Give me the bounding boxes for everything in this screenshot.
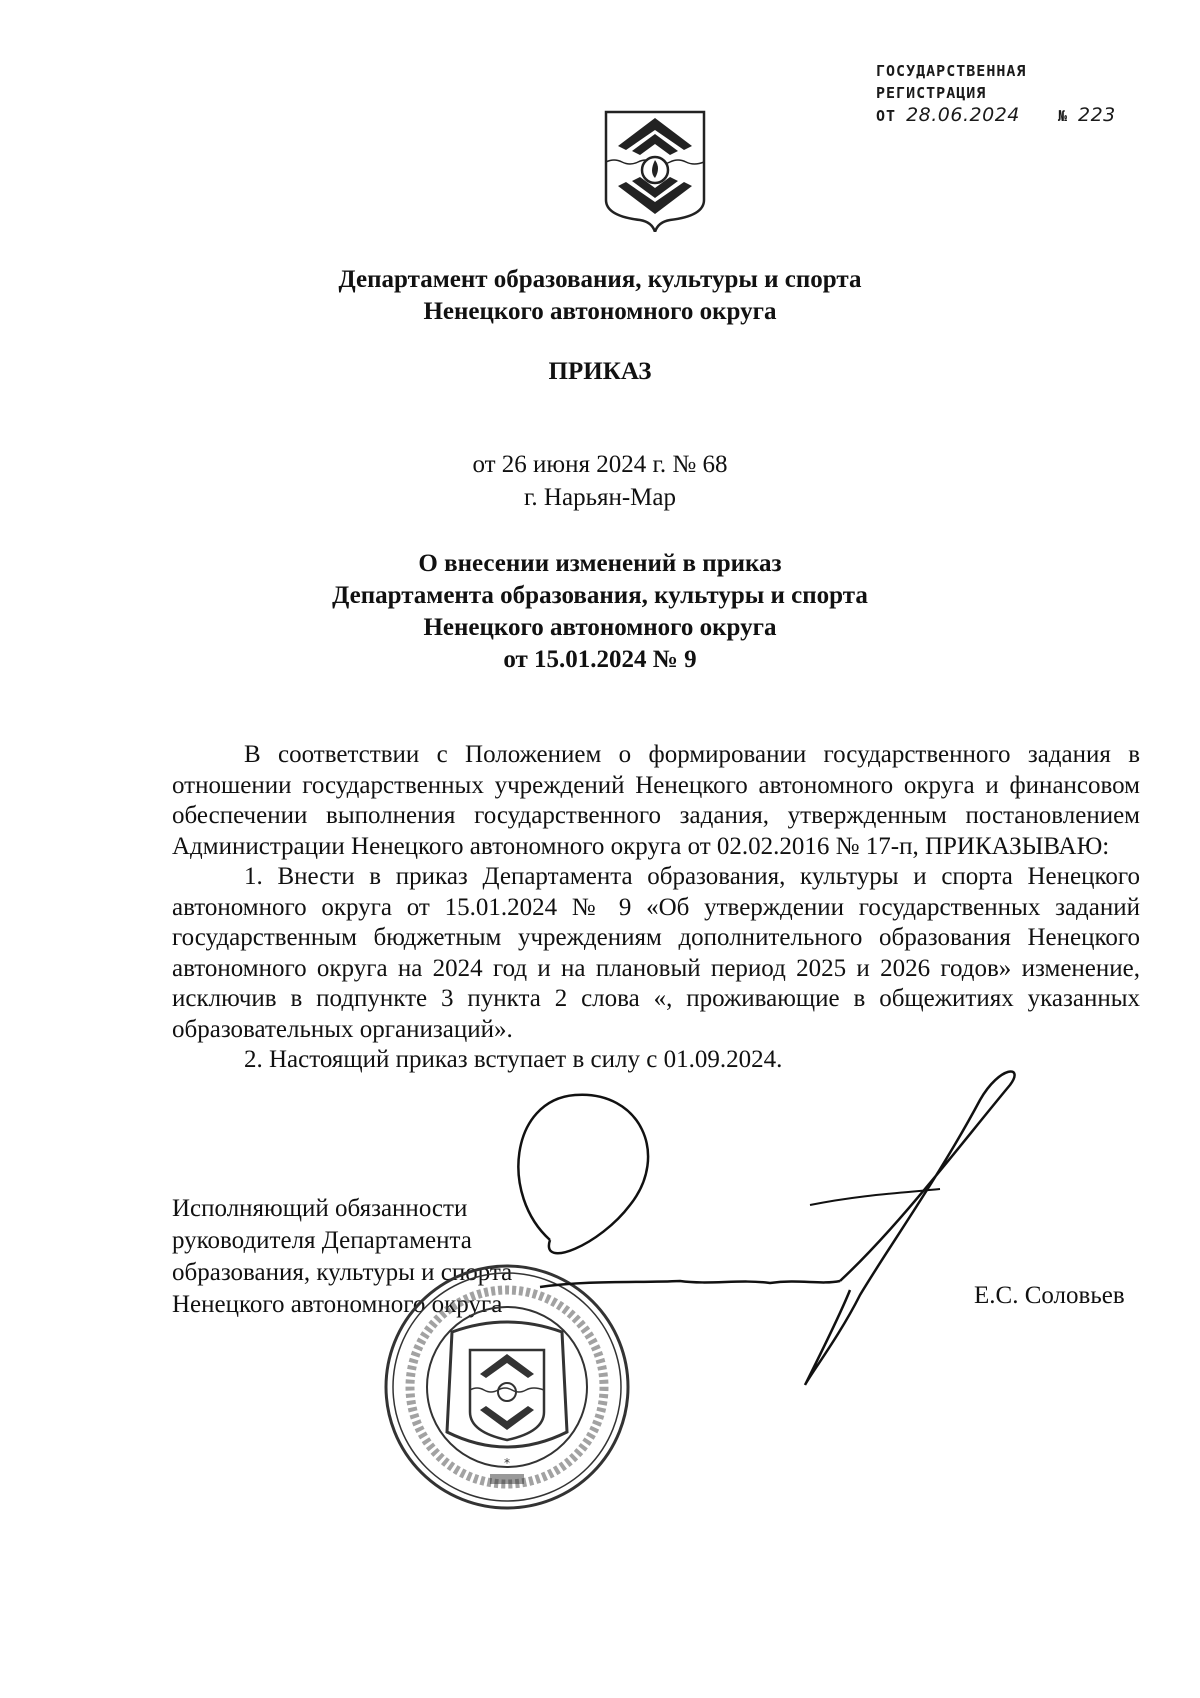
registration-date: 28.06.2024	[906, 104, 1020, 126]
department-name	[0, 264, 1200, 328]
order-title-line3: Ненецкого автономного округа	[423, 614, 777, 641]
order-title-line2: Департамента образования, культуры и спорта	[332, 582, 868, 609]
order-city: г. Нарьян-Мар	[523, 484, 676, 511]
order-title-line4: от 15.01.2024 № 9	[503, 646, 697, 673]
order-body	[172, 740, 1140, 1076]
registration-number: 223	[1077, 104, 1116, 126]
date-and-number	[0, 448, 1200, 514]
registration-from-label: ОТ	[876, 107, 897, 125]
registration-stamp	[876, 60, 1116, 127]
item-2-paragraph: 2. Настоящий приказ вступает в силу с 01.09.2024.	[244, 1046, 783, 1073]
order-title-line1: О внесении изменений в приказ	[418, 550, 782, 577]
signer-name: Е.С. Соловьев	[974, 1282, 1125, 1309]
signer-position-line2: руководителя Департамента	[172, 1227, 472, 1254]
handwritten-signature	[480, 1055, 1040, 1415]
svg-text:*: *	[504, 1456, 510, 1470]
item-1-paragraph: 1. Внести в приказ Департамента образования, культуры и спорта Ненецкого автономного округа от 15.01.2024 № 9 «Об утверждении государственных заданий государственным бюджетным учреждениям дополнительного образования Ненецкого автономного округа на 2024 год и на плановый период 2025 и 2026 годов» изменение, исключив в подпункте 3 пункта 2 слова «, проживающие в общежитиях указанных образовательных организаций».	[172, 863, 1140, 1043]
order-date-number: от 26 июня 2024 г. № 68	[472, 451, 728, 478]
registration-line2: РЕГИСТРАЦИЯ	[876, 84, 987, 102]
department-line2: Ненецкого автономного округа	[423, 298, 777, 325]
department-line1: Департамент образования, культуры и спорта	[338, 266, 862, 293]
order-title	[0, 548, 1200, 676]
registration-number-sign: №	[1057, 107, 1068, 125]
coat-of-arms-icon	[600, 108, 710, 232]
registration-line3	[876, 104, 1116, 127]
signer-position-line3: образования, культуры и спорта	[172, 1259, 513, 1286]
signer-position-line4: Ненецкого автономного округа	[172, 1291, 503, 1318]
registration-line1: ГОСУДАРСТВЕННАЯ	[876, 62, 1027, 80]
document-type: ПРИКАЗ	[548, 358, 652, 385]
signer-position-line1: Исполняющий обязанности	[172, 1195, 468, 1222]
preamble-paragraph: В соответствии с Положением о формировании государственного задания в отношении государственных учреждений Ненецкого автономного округа и финансовом обеспечении выполнения государственного задания, утвержденным постановлением Администрации Ненецкого автономного округа от 02.02.2016 № 17-п, ПРИКАЗЫВАЮ:	[172, 741, 1140, 860]
